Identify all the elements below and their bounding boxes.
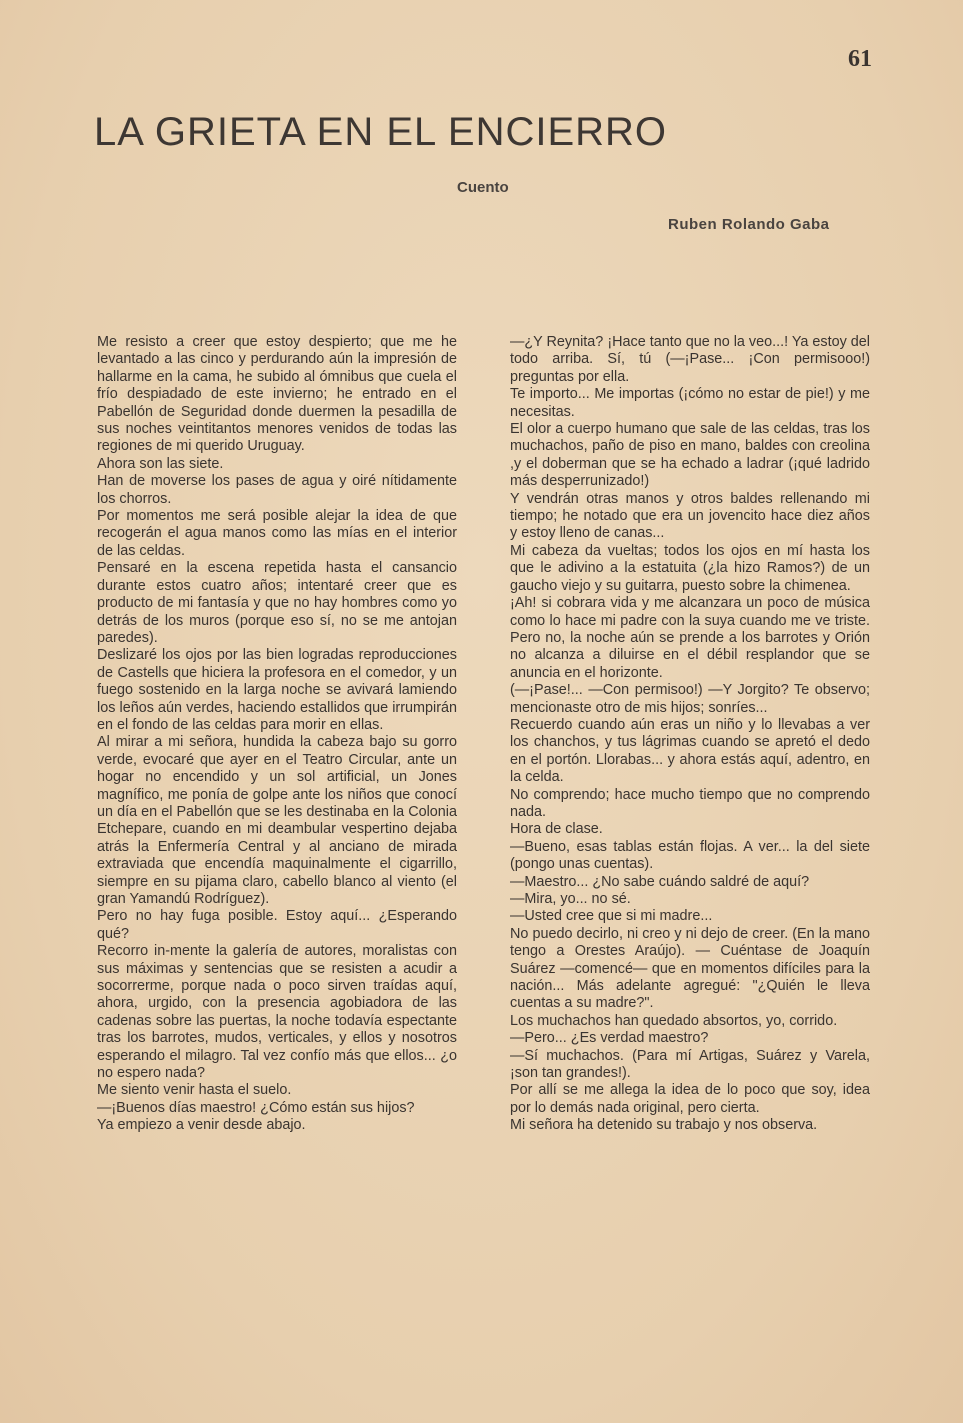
paragraph: Pero no hay fuga posible. Estoy aquí... ¿Esperando qué? <box>97 908 457 942</box>
paragraph: Ya empiezo a venir desde abajo. <box>97 1117 306 1134</box>
paragraph: Recuerdo cuando aún eras un niño y lo llevabas a ver los chanchos, y tus lágrimas cuando se apretó el dedo en el portón. Llorabas... y ahora estás aquí, adentro, en la celda. <box>510 716 870 786</box>
paragraph: Te importo... Me importas (¡cómo no estar de pie!) y me necesitas. <box>510 386 870 420</box>
paragraph: No comprendo; hace mucho tiempo que no comprendo nada. <box>510 786 870 820</box>
paragraph: Me resisto a creer que estoy despierto; que me he levantado a las cinco y perdurando aún la impresión de hallarme en la cama, he subido al ómnibus que cuela el frío despiadado de este invierno; he entrado en el Pabellón de Seguridad donde duermen la pesadilla de sus noches veintitantos menores venidos de todas las regiones de mi querido Uruguay. <box>97 334 457 455</box>
paragraph: Me siento venir hasta el suelo. <box>97 1082 292 1099</box>
paragraph: —Sí muchachos. (Para mí Artigas, Suárez y Varela, ¡son tan grandes!). <box>510 1047 870 1082</box>
right-column <box>510 334 870 1135</box>
paragraph: (—¡Pase!... —Con permisoo!) —Y Jorgito? Te observo; mencionaste otro de mis hijos; sonríes... <box>510 682 870 716</box>
page-number: 61 <box>848 46 872 72</box>
story-subtitle: Cuento <box>457 179 509 196</box>
paragraph: Al mirar a mi señora, hundida la cabeza bajo su gorro verde, evocaré que ayer en el Teatro Circular, ante un hogar no encendido y un sol artificial, un Jones magnífico, me ponía de golpe ante los niños que conocí un día en el Pabellón que se les destinaba en la Colonia Etchepare, cuando en mi deambular vespertino dejaba atrás la Enfermería Central y al anciano de mirada extraviada que encendía maquinalmente el cigarrillo, siempre en su pijama claro, cabello blanco al viento (el gran Yamandú Rodríguez). <box>97 734 457 907</box>
paragraph: Deslizaré los ojos por las bien logradas reproducciones de Castells que hiciera la profesora en el comedor, y un fuego sostenido en la larga noche se avivará lamiendo los leños aún verdes, haciendo estallidos que irrumpirán en el fondo de las celdas para morir en ellas. <box>97 647 457 733</box>
paragraph: —Pero... ¿Es verdad maestro? <box>510 1030 709 1047</box>
paragraph: Recorro in-mente la galería de autores, moralistas con sus máximas y sentencias que se resisten a acudir a socorrerme, porque nada o poco sirven traídas aquí, ahora, urgido, con la presencia agobiadora de las cadenas sobre las puertas, la noche todavía espectante tras los barrotes, mudos, verticales, y ellos y nosotros esperando el milagro. Tal vez confío más que ellos... ¿o no espero nada? <box>97 943 457 1082</box>
paragraph: No puedo decirlo, ni creo y ni dejo de creer. (En la mano tengo a Orestes Araújo). — Cuéntase de Joaquín Suárez —comencé— que en momentos difíciles para la nación... Más adelante agregué: "¿Quién le lleva cuentas a su madre?". <box>510 925 870 1012</box>
paragraph: Y vendrán otras manos y otros baldes rellenando mi tiempo; he notado que era un jovencito hace diez años y estoy lleno de canas... <box>510 490 870 542</box>
paragraph: Mi cabeza da vueltas; todos los ojos en mí hasta los que le adivino a la estatuita (¿la hizo Ramos?) de un gaucho viejo y su guitarra, puesto sobre la chimenea. <box>510 542 870 594</box>
paragraph: —Mira, yo... no sé. <box>510 891 631 907</box>
paragraph: Por momentos me será posible alejar la idea de que recogerán el agua manos como las mías en el interior de las celdas. <box>97 508 457 559</box>
paragraph: Ahora son las siete. <box>97 455 224 472</box>
paragraph: —Usted cree que si mi madre... <box>510 908 713 925</box>
paragraph: Mi señora ha detenido su trabajo y nos observa. <box>510 1117 818 1134</box>
paragraph: —Maestro... ¿No sabe cuándo saldré de aquí? <box>510 873 810 890</box>
story-title: LA GRIETA EN EL ENCIERRO <box>94 110 668 154</box>
paragraph: Pensaré en la escena repetida hasta el cansancio durante estos cuatro años; intentaré creer que es producto de mi fantasía y que no hay hombres como yo detrás de los muros (porque eso sí, no se me antojan paredes). <box>97 560 457 646</box>
paragraph: —¡Buenos días maestro! ¿Cómo están sus hijos? <box>97 1099 415 1116</box>
paragraph: ¡Ah! si cobrara vida y me alcanzara un poco de música como lo hace mi padre con la suya cuando me ve triste. Pero no, la noche aún se prende a los barrotes y Orión no alcanza a diluirse en el débil resplandor que se anuncia en el horizonte. <box>510 595 870 681</box>
paragraph: Han de moverse los pases de agua y oiré nítidamente los chorros. <box>97 473 457 507</box>
paragraph: El olor a cuerpo humano que sale de las celdas, tras los muchachos, paño de piso en mano, baldes con creolina ,y el doberman que se ha echado a ladrar (¡qué ladrido más desperrunizado!) <box>510 421 870 490</box>
author-name: Ruben Rolando Gaba <box>668 216 830 233</box>
left-column <box>97 334 457 1135</box>
paragraph: Por allí se me allega la idea de lo poco que soy, idea por lo demás nada original, pero cierta. <box>510 1082 870 1116</box>
paragraph: —¿Y Reynita? ¡Hace tanto que no la veo...! Ya estoy del todo arriba. Sí, tú (—¡Pase... ¡Con permisooo!) preguntas por ella. <box>510 334 870 385</box>
paragraph: Los muchachos han quedado absortos, yo, corrido. <box>510 1012 838 1029</box>
paragraph: Hora de clase. <box>510 821 603 838</box>
paragraph: —Bueno, esas tablas están flojas. A ver... la del siete (pongo unas cuentas). <box>510 838 870 873</box>
